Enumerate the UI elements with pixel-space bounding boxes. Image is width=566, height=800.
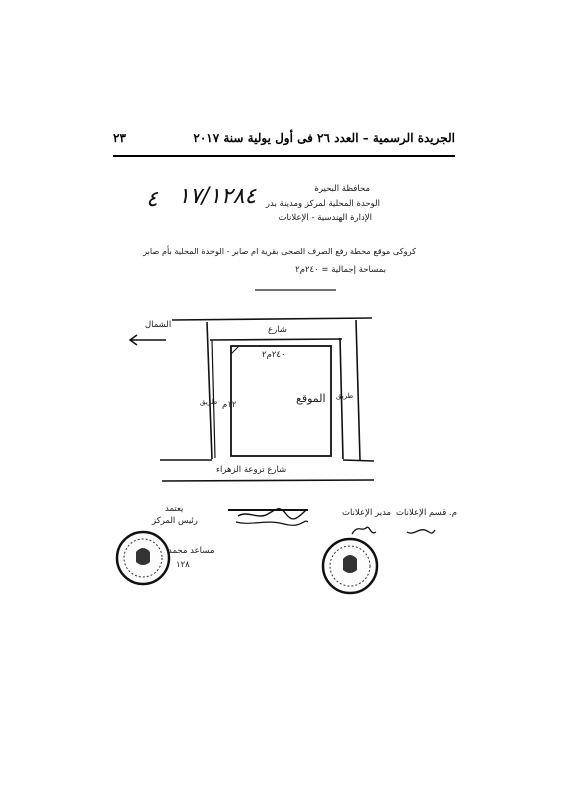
bottom-street-line <box>162 480 374 481</box>
header-title: الجريدة الرسمية – العدد ٢٦ فى أول يولية سنة ٢٠١٧ <box>193 131 455 145</box>
north-label: الشمال <box>145 320 172 330</box>
parcel-corner-mark <box>231 346 239 354</box>
site-label: الموقع <box>296 392 326 405</box>
signature-scribble-4 <box>407 530 435 533</box>
addressee-line-2: الوحدة المحلية لمركز ومدينة بدر <box>265 199 380 209</box>
signature-1-title: يعتمد <box>165 504 184 514</box>
reference-suffix: ٤ <box>146 187 158 212</box>
addressee-line-1: محافظة البحيرة <box>314 184 370 194</box>
reference-number: ١٧/١٢٨٤ <box>178 184 257 209</box>
bottom-street-label: شارع تروعة الزهراء <box>216 465 287 475</box>
subject-line-2: بمساحة إجمالية = ٢٤٠م٢ <box>295 265 386 275</box>
stamp-left <box>117 532 169 584</box>
signature-3-title: م. قسم الإعلانات <box>396 508 457 518</box>
addressee-line-3: الإدارة الهندسية - الإعلانات <box>278 213 372 223</box>
right-street-outer <box>356 320 360 460</box>
signature-1-code: ١٢٨ <box>176 560 190 570</box>
left-street-label: طريق <box>200 398 218 406</box>
eagle-icon <box>136 548 150 565</box>
top-street-line-upper <box>172 318 372 320</box>
eagle-icon <box>343 555 357 573</box>
left-street-outer <box>207 322 212 459</box>
site-area-label: ٢٤٠م٢ <box>262 350 286 360</box>
signature-scribble-2 <box>236 521 308 525</box>
header-page-number: ٢٣ <box>113 131 126 145</box>
top-street-label: شارع <box>268 325 287 335</box>
left-dimension-label: ١٢م <box>222 400 237 410</box>
signature-scribble-3 <box>352 527 376 534</box>
subject-line-1: كروكى موقع محطة رفع الصرف الصحى بقرية ام صابر - الوحدة المحلية بأم صابر <box>143 246 416 256</box>
stamp-right <box>323 539 377 593</box>
right-street-label: طريق <box>336 392 354 400</box>
top-street-line-lower <box>210 339 342 340</box>
signature-1-name: رئيس المركز <box>152 516 198 526</box>
signature-2-title: مدير الإعلانات <box>342 508 392 518</box>
bottom-street-right-stub <box>343 460 374 461</box>
signature-1-extra: مساعد محمد <box>168 546 215 556</box>
